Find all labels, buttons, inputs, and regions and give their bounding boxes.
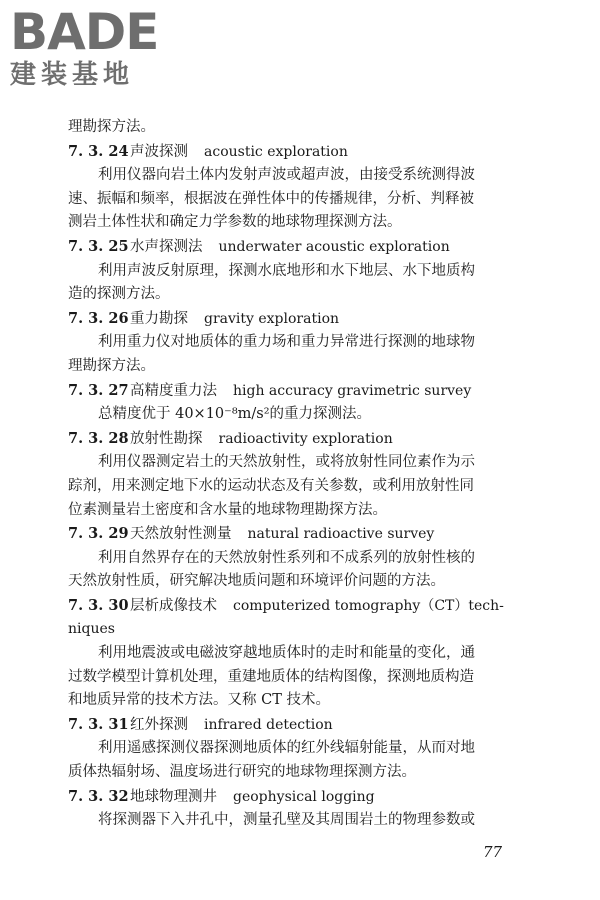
entry-line: 速、振幅和频率，根据波在弹性体中的传播规律，分析、判释被 xyxy=(68,190,474,207)
logo-brand: BADE xyxy=(10,3,159,61)
entry-number: 7. 3. 25 xyxy=(68,237,129,255)
entry-heading xyxy=(68,379,514,404)
entry-term-en: computerized tomography（CT）tech- xyxy=(233,597,504,614)
entry-number: 7. 3. 30 xyxy=(68,596,129,614)
entry-line: 位素测量岩土密度和含水量的地球物理勘探方法。 xyxy=(68,501,387,518)
entry-line: 理勘探方法。 xyxy=(68,357,155,374)
logo-subtitle: 建装基地 xyxy=(10,60,135,90)
entry-line: 利用自然界存在的天然放射性系列和不成系列的放射性核的 xyxy=(98,549,475,566)
entry-term-cn: 高精度重力法 xyxy=(130,382,217,399)
logo xyxy=(8,4,178,94)
entry-term-en: natural radioactive survey xyxy=(247,526,435,543)
entry-term-cn: 声波探测 xyxy=(130,143,188,160)
entry-number: 7. 3. 28 xyxy=(68,429,129,447)
entry-line: 和地质异常的技术方法。又称 CT 技术。 xyxy=(68,692,330,709)
carryover-text: 理勘探方法。 xyxy=(68,119,155,135)
entry-heading xyxy=(68,307,514,332)
entry-line: 利用声波反射原理，探测水底地形和水下地层、水下地质构 xyxy=(98,262,475,279)
entry-term-cn: 地球物理测井 xyxy=(130,788,217,805)
entry-term-cn: 放射性勘探 xyxy=(130,430,203,447)
entry-number: 7. 3. 27 xyxy=(68,381,129,399)
entry-line: 将探测器下入井孔中，测量孔壁及其周围岩土的物理参数或 xyxy=(98,812,475,829)
entry-term-cn: 天然放射性测量 xyxy=(130,526,232,543)
entry-heading xyxy=(68,427,514,452)
entry-line: 造的探测方法。 xyxy=(68,286,170,303)
page-body xyxy=(68,116,514,833)
entry-heading xyxy=(68,785,514,810)
entry-heading xyxy=(68,140,514,165)
entry-term-en: high accuracy gravimetric survey xyxy=(233,382,472,399)
entry-term-cn: 水声探测法 xyxy=(130,238,203,255)
entry-term-en-continued: niques xyxy=(68,621,115,638)
entry-number: 7. 3. 32 xyxy=(68,787,129,805)
entry-number: 7. 3. 26 xyxy=(68,309,129,327)
entry-heading xyxy=(68,713,514,738)
entry-term-en: radioactivity exploration xyxy=(218,430,393,447)
entry-line: 利用重力仪对地质体的重力场和重力异常进行探测的地球物 xyxy=(98,334,475,351)
entry-heading xyxy=(68,594,514,619)
entry-line: 利用仪器测定岩土的天然放射性，或将放射性同位素作为示 xyxy=(98,454,475,471)
entry-line: 踪剂，用来测定地下水的运动状态及有关参数，或利用放射性同 xyxy=(68,477,474,494)
entry-line: 过数学模型计算机处理，重建地质体的结构图像，探测地质构造 xyxy=(68,668,474,685)
entry-term-en: geophysical logging xyxy=(233,788,375,805)
entry-term-en: acoustic exploration xyxy=(204,143,348,160)
page-number: 77 xyxy=(483,843,503,861)
entry-heading xyxy=(68,235,514,260)
entry-line: 利用仪器向岩土体内发射声波或超声波，由接受系统测得波 xyxy=(98,167,475,184)
entry-line: 利用遥感探测仪器探测地质体的红外线辐射能量，从而对地 xyxy=(98,740,475,757)
entry-number: 7. 3. 31 xyxy=(68,715,129,733)
entry-term-cn: 层析成像技术 xyxy=(130,597,217,614)
entry-term-en: infrared detection xyxy=(204,716,333,733)
entry-term-en: underwater acoustic exploration xyxy=(218,238,450,255)
entry-line: 总精度优于 40×10⁻⁸m/s²的重力探测法。 xyxy=(98,406,372,423)
entry-term-en: gravity exploration xyxy=(204,310,340,327)
entry-heading xyxy=(68,522,514,547)
entry-line: 利用地震波或电磁波穿越地质体时的走时和能量的变化，通 xyxy=(98,645,475,662)
entry-term-cn: 重力勘探 xyxy=(130,310,188,327)
entry-term-cn: 红外探测 xyxy=(130,716,188,733)
entry-line: 天然放射性质，研究解决地质问题和环境评价问题的方法。 xyxy=(68,573,445,590)
entry-line: 质体热辐射场、温度场进行研究的地球物理探测方法。 xyxy=(68,764,416,781)
entry-number: 7. 3. 29 xyxy=(68,525,129,543)
entry-number: 7. 3. 24 xyxy=(68,142,129,160)
entry-line: 测岩土体性状和确定力学参数的地球物理探测方法。 xyxy=(68,214,402,231)
